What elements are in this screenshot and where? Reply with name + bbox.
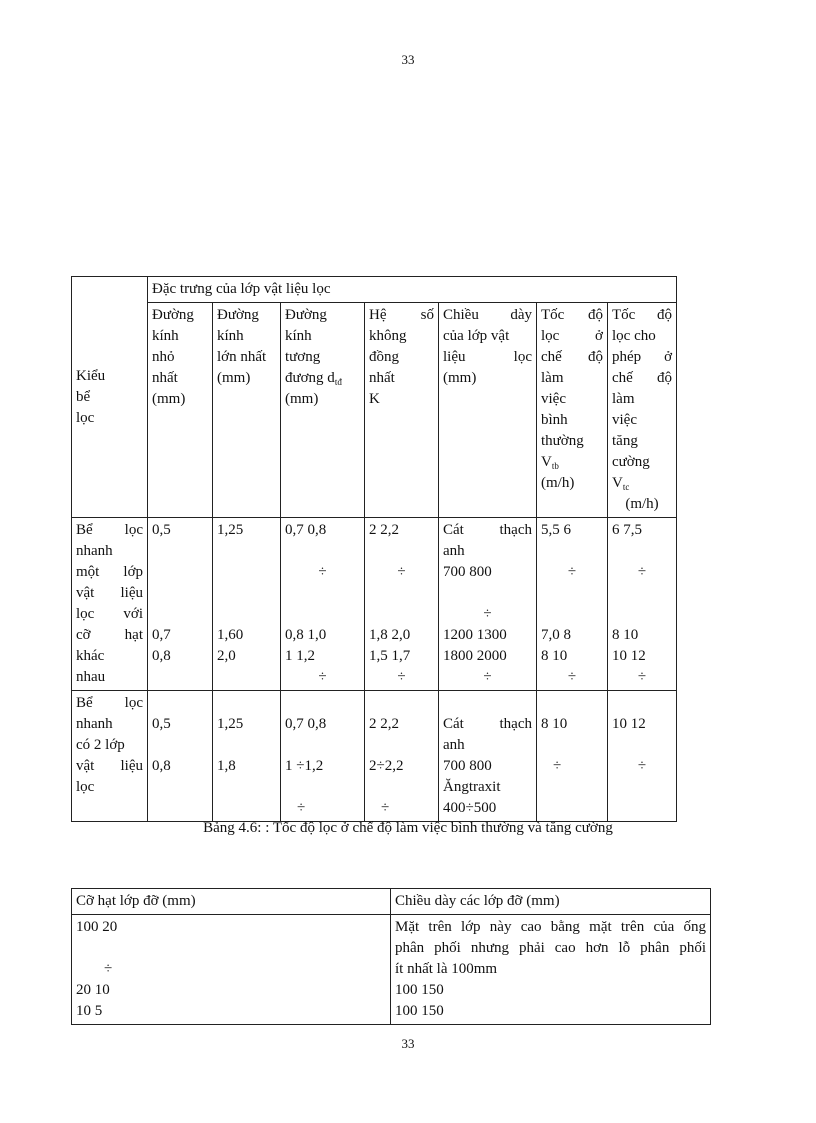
spacer: [152, 541, 208, 562]
cell-text: ÷: [318, 669, 327, 685]
cell-text: 0,8: [152, 648, 171, 664]
header-text: kính: [285, 328, 312, 344]
header-text: (mm): [217, 370, 251, 386]
spacer: [285, 583, 360, 604]
cell-layer-thickness: [439, 691, 537, 822]
spacer: [369, 583, 434, 604]
cell-text: ÷: [483, 669, 492, 685]
spacer: [217, 562, 276, 583]
cell-text: ÷: [567, 564, 577, 580]
cell-text: ÷: [553, 758, 562, 774]
cell-uniformity-coefficient: [365, 518, 439, 691]
header-text: nhỏ: [152, 349, 175, 365]
header-text: Kiểu: [76, 367, 106, 384]
cell-text: 0,5: [152, 716, 171, 732]
spacer: [285, 735, 360, 756]
cell-text: Bể lọc: [76, 522, 143, 538]
subscript: tc: [622, 482, 630, 492]
spacer: [541, 583, 603, 604]
header-text: cường: [612, 454, 650, 470]
cell-normal-rate: [537, 691, 608, 822]
cell-text: Cát thạch: [443, 716, 532, 732]
cell-text: 5,5 6: [541, 522, 571, 538]
cell-text: 1,25: [217, 522, 244, 538]
cell-text: 20 10: [76, 982, 110, 998]
cell-text: nhanh: [76, 716, 113, 732]
cell-text: ÷: [483, 606, 492, 622]
header-equivalent-diameter: [281, 303, 365, 518]
cell-filter-type: [72, 518, 148, 691]
header-text: làm: [541, 370, 564, 386]
header-text: (m/h): [541, 475, 575, 491]
header-text: [541, 452, 603, 473]
header-text: V: [541, 454, 552, 470]
header-text: nhất: [152, 370, 178, 386]
header-text: chế độ: [541, 349, 603, 365]
cell-text: 0,5: [152, 522, 171, 538]
cell-text: 1,5 1,7: [369, 648, 411, 664]
cell-text: vật liệu: [76, 585, 143, 601]
cell-text: ÷: [381, 800, 390, 816]
header-text: V: [612, 475, 623, 491]
cell-text: 10 12: [612, 648, 646, 664]
cell-text: 7,0 8: [541, 627, 571, 643]
cell-boosted-rate: [608, 691, 677, 822]
header-text: Đường: [217, 307, 259, 323]
spacer: [541, 541, 603, 562]
spacer: [152, 604, 208, 625]
spacer: [369, 604, 434, 625]
header-text: [285, 368, 360, 389]
header-material-characteristics: [148, 277, 677, 303]
cell-text: ÷: [397, 564, 406, 580]
header-text: tăng: [612, 433, 638, 449]
cell-text: lọc: [76, 779, 95, 795]
header-text: (mm): [152, 391, 186, 407]
cell-text: 0,7 0,8: [285, 522, 327, 538]
cell-text: ÷: [637, 669, 647, 685]
header-grain-size: [72, 889, 391, 915]
spacer: [217, 693, 276, 714]
cell-text: khác: [76, 648, 105, 664]
cell-text: 2,0: [217, 648, 236, 664]
cell-text: Bể lọc: [76, 695, 143, 711]
cell-text: 100 20: [76, 919, 118, 935]
cell-text: ÷: [637, 564, 647, 580]
spacer: [152, 693, 208, 714]
cell-equivalent-diameter: [281, 518, 365, 691]
cell-text: ÷: [397, 669, 406, 685]
table-row: [72, 691, 677, 822]
cell-text: nhanh: [76, 543, 113, 559]
cell-text: 1,25: [217, 716, 244, 732]
cell-uniformity-coefficient: [365, 691, 439, 822]
cell-text: Ăngtraxit: [443, 779, 501, 795]
header-text: lớn nhất: [217, 349, 267, 365]
spacer: [612, 604, 672, 625]
subscript: tb: [551, 461, 559, 471]
filter-rate-table: [71, 276, 677, 822]
header-text: nhất: [369, 370, 395, 386]
spacer: [612, 735, 672, 756]
spacer: [443, 583, 532, 604]
spacer: [217, 735, 276, 756]
cell-min-diameter: [148, 691, 213, 822]
spacer: [369, 541, 434, 562]
header-text: (mm): [285, 391, 319, 407]
cell-boosted-rate: [608, 518, 677, 691]
cell-text: 1200 1300: [443, 627, 507, 643]
spacer: [612, 583, 672, 604]
cell-text: 100 150: [395, 982, 444, 998]
header-text: kính: [217, 328, 244, 344]
header-text: không: [369, 328, 407, 344]
header-text: Hệ số: [369, 307, 434, 323]
cell-text: 2 2,2: [369, 522, 399, 538]
header-text: [612, 473, 672, 494]
header-text: bể: [76, 388, 91, 405]
header-text: Chiều dày: [443, 307, 532, 323]
cell-text: 1800 2000: [443, 648, 507, 664]
cell-text: một lớp: [76, 564, 143, 580]
spacer: [76, 938, 386, 959]
spacer: [152, 562, 208, 583]
support-layer-table: [71, 888, 711, 1025]
header-min-diameter: [148, 303, 213, 518]
spacer: [152, 735, 208, 756]
header-text: thường: [541, 433, 584, 449]
header-boosted-rate: [608, 303, 677, 518]
header-text: Tốc độ: [612, 307, 673, 323]
cell-text: 400÷500: [443, 800, 497, 816]
cell-text: 700 800: [443, 758, 492, 774]
header-text: (mm): [443, 370, 477, 386]
spacer: [541, 693, 603, 714]
cell-max-diameter: [213, 518, 281, 691]
spacer: [285, 777, 360, 798]
spacer: [285, 693, 360, 714]
header-text: lọc cho: [612, 328, 656, 344]
cell-text: ÷: [297, 800, 306, 816]
cell-text: 1 ÷1,2: [285, 758, 324, 774]
header-filter-type: [72, 277, 148, 518]
spacer: [369, 693, 434, 714]
cell-text: nhau: [76, 669, 106, 685]
cell-layer-thickness: [439, 518, 537, 691]
cell-text: ÷: [637, 758, 647, 774]
header-text: Tốc độ: [541, 307, 603, 323]
cell-text: 1,8 2,0: [369, 627, 411, 643]
header-text: Đường: [152, 307, 194, 323]
cell-text: 8 10: [541, 648, 568, 664]
cell-text: 0,8: [152, 758, 171, 774]
header-text: làm: [612, 391, 635, 407]
cell-layer-thickness: [391, 915, 711, 1025]
cell-text: 0,8 1,0: [285, 627, 327, 643]
cell-text: anh: [443, 543, 465, 559]
header-text: liệu lọc: [443, 349, 532, 365]
cell-max-diameter: [213, 691, 281, 822]
cell-text: 1 1,2: [285, 648, 315, 664]
spacer: [285, 604, 360, 625]
header-text: đồng: [369, 349, 399, 365]
spacer: [369, 777, 434, 798]
spacer: [76, 798, 143, 819]
cell-text: 10 12: [612, 716, 646, 732]
spacer: [217, 541, 276, 562]
header-normal-rate: [537, 303, 608, 518]
spacer: [217, 583, 276, 604]
cell-text: 2÷2,2: [369, 758, 404, 774]
spacer: [541, 604, 603, 625]
spacer: [152, 583, 208, 604]
header-text: phép ở: [612, 349, 673, 365]
header-text: lọc: [76, 409, 95, 426]
cell-filter-type: [72, 691, 148, 822]
cell-text: anh: [443, 737, 465, 753]
cell-text: 10 5: [76, 1003, 103, 1019]
cell-text: 1,8: [217, 758, 236, 774]
header-text: bình: [541, 412, 568, 428]
spacer: [369, 735, 434, 756]
header-text: đương d: [285, 370, 335, 386]
cell-text: 1,60: [217, 627, 244, 643]
spacer: [612, 541, 672, 562]
cell-grain-size: [72, 915, 391, 1025]
subscript: tđ: [334, 377, 342, 387]
header-max-diameter: [213, 303, 281, 518]
header-text: của lớp vật: [443, 328, 510, 344]
cell-min-diameter: [148, 518, 213, 691]
header-text: Đường: [285, 307, 327, 323]
spacer: [541, 735, 603, 756]
cell-text: phân phối nhưng phải cao hơn lỗ phân phối: [395, 940, 706, 956]
table-header-row: [72, 889, 711, 915]
cell-text: lọc với: [76, 606, 143, 622]
cell-text: Mặt trên lớp này cao bằng mặt trên của ống: [395, 919, 706, 935]
cell-text: 8 10: [612, 627, 639, 643]
cell-text: ÷: [318, 564, 327, 580]
cell-text: 700 800: [443, 564, 492, 580]
cell-text: có 2 lớp: [76, 737, 125, 753]
header-layer-thickness: [391, 889, 711, 915]
spacer: [443, 693, 532, 714]
cell-text: 6 7,5: [612, 522, 642, 538]
cell-normal-rate: [537, 518, 608, 691]
spacer: [217, 604, 276, 625]
header-layer-thickness: [439, 303, 537, 518]
cell-text: ÷: [104, 961, 113, 977]
cell-text: 2 2,2: [369, 716, 399, 732]
header-text: tương: [285, 349, 321, 365]
header-text: Cỡ hạt lớp đỡ (mm): [76, 893, 196, 909]
cell-text: vật liệu: [76, 758, 143, 774]
header-text: chế độ: [612, 370, 673, 386]
cell-text: 0,7: [152, 627, 171, 643]
header-text: Đặc trưng của lớp vật liệu lọc: [152, 281, 331, 297]
cell-text: 100 150: [395, 1003, 444, 1019]
header-text: việc: [541, 391, 566, 407]
header-text: lọc ở: [541, 328, 603, 344]
header-text: kính: [152, 328, 179, 344]
header-uniformity-coefficient: [365, 303, 439, 518]
table-caption: Bảng 4.6: : Tốc độ lọc ở chế độ làm việc bình thường và tăng cường: [203, 820, 613, 836]
spacer: [612, 693, 672, 714]
cell-equivalent-diameter: [281, 691, 365, 822]
page-number-bottom: 33: [401, 1036, 415, 1051]
table-row: [72, 915, 711, 1025]
page-number-top: 33: [401, 52, 415, 67]
cell-text: 0,7 0,8: [285, 716, 327, 732]
cell-text: 8 10: [541, 716, 568, 732]
cell-text: ít nhất là 100mm: [395, 961, 498, 977]
cell-text: Cát thạch: [443, 522, 532, 538]
header-text: việc: [612, 412, 637, 428]
header-text: (m/h): [625, 496, 659, 512]
cell-text: cỡ hạt: [76, 627, 143, 643]
header-text: K: [369, 391, 380, 407]
header-text: Chiều dày các lớp đỡ (mm): [395, 893, 560, 909]
spacer: [285, 541, 360, 562]
cell-text: ÷: [567, 669, 577, 685]
table-row: [72, 518, 677, 691]
